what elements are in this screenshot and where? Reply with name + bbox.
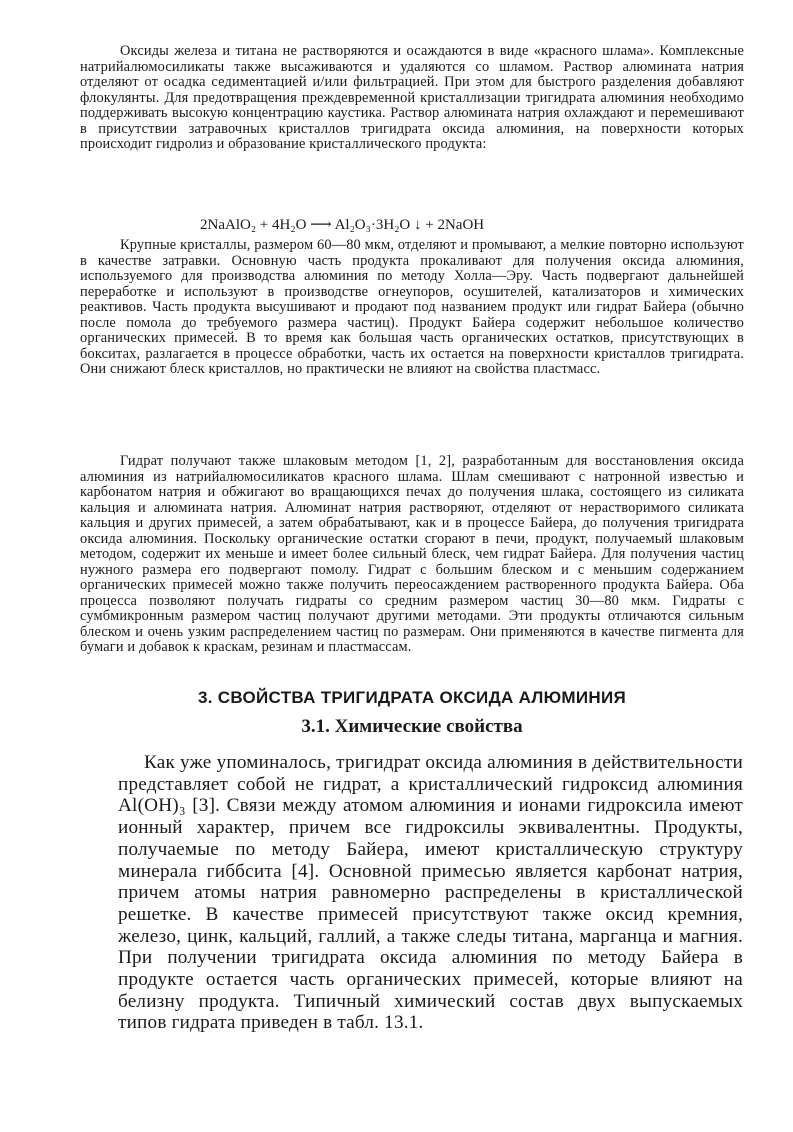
paragraph-red-mud-text: Оксиды железа и титана не растворяются и осаждаются в виде «красного шлама». Комплексные натрийалюмосиликаты также высаживаются и удаляются со шламом. Раствор алюмината натрия отделяют от осадка седиментацией и/или фильтрацией. При этом для быстрого разделения добавляют флокулянты. Для предотвращения преждевременной кристаллизации тригидрата алюминия необходимо поддерживать высокую концентрацию каустика. Раствор алюмината натрия охлаждают и перемешивают в присутствии затравочных кристаллов тригидрата оксида алюминия, на поверхности которых происходит гидролиз и образование кристаллического продукта: <box>80 43 744 152</box>
paragraph-slag-method-text: Гидрат получают также шлаковым методом [1, 2], разработанным для восстановления оксида алюминия из натрийалюмосиликатов красного шлама. Шлам смешивают с натронной известью и карбонатом натрия и обжигают во вращающихся печах до получения шлака, состоящего из силиката кальция и алюмината натрия. Алюминат натрия растворяют, отделяют от нерастворимого силиката кальция и других примесей, а затем обрабатывают, как и в процессе Байера, до получения тригидрата оксида алюминия. Поскольку органические остатки сгорают в печи, продукт, получаемый шлаковым методом, содержит их меньше и имеет более сильный блеск, чем гидрат Байера. Для получения частиц нужного размера его подвергают помолу. Гидрат с большим блеском и с меньшим содержанием органических примесей можно также получить переосаждением растворенного продукта Байера. Оба процесса позволяют получать гидраты со средним размером частиц 30—80 мкм. Гидраты с сумбмикронным размером частиц получают другими методами. Эти продукты отличаются сильным блеском и очень узким распределением частиц по размерам. Они применяются в качестве пигмента для бумаги и добавок к краскам, резинам и пластмассам. <box>80 453 744 655</box>
paragraph-red-mud <box>80 44 744 153</box>
paragraph-slag-method <box>80 454 744 656</box>
paragraph-chemical-properties-text: Как уже упоминалось, тригидрат оксида алюминия в действительности представляет собой не гидрат, а кристаллический гидроксид алюминия Al(OH)₃ [3]. Связи между атомом алюминия и ионами гидроксила имеют ионный характер, причем все гидроксилы эквивалентны. Продукты, получаемые по методу Байера, имеют кристаллическую структуру минерала гиббсита [4]. Основной примесью является карбонат натрия, причем атомы натрия равномерно распределены в кристаллической решетке. В качестве примесей присутствуют также оксид кремния, железо, цинк, кальций, галлий, а также следы титана, марганца и магния. При получении тригидрата оксида алюминия по методу Байера в продукте остается часть органических примесей, которые влияют на белизну продукта. Типичный химический состав двух выпускаемых типов гидрата приведен в табл. 13.1. <box>118 752 743 1034</box>
subsection-heading: 3.1. Химические свойства <box>301 716 523 737</box>
paragraph-chemical-properties <box>118 752 743 1034</box>
section-heading: 3. СВОЙСТВА ТРИГИДРАТА ОКСИДА АЛЮМИНИЯ <box>197 688 627 707</box>
paragraph-crystals-text: Крупные кристаллы, размером 60—80 мкм, отделяют и промывают, а мелкие повторно используют в качестве затравки. Основную часть продукта прокаливают для получения оксида алюминия, используемого для производства алюминия по методу Холла—Эру. Часть подвергают дальнейшей переработке и используют в производстве огнеупоров, осушителей, катализаторов и химических реактивов. Часть продукта высушивают и продают под названием продукт или гидрат Байера (обычно после помола до требуемого размера частиц). Продукт Байера содержит небольшое количество органических примесей. В то время как большая часть органических остатков, присутствующих в бокситах, разлагается в процессе обработки, часть их остается на поверхности кристаллов тригидрата. Они снижают блеск кристаллов, но практически не влияют на свойства пластмасс. <box>80 237 744 377</box>
paragraph-crystals <box>80 238 744 378</box>
chemical-equation: 2NaAlO₂ + 4H₂O ⟶ Al₂O₃·3H₂O ↓ + 2NaOH <box>200 217 485 233</box>
